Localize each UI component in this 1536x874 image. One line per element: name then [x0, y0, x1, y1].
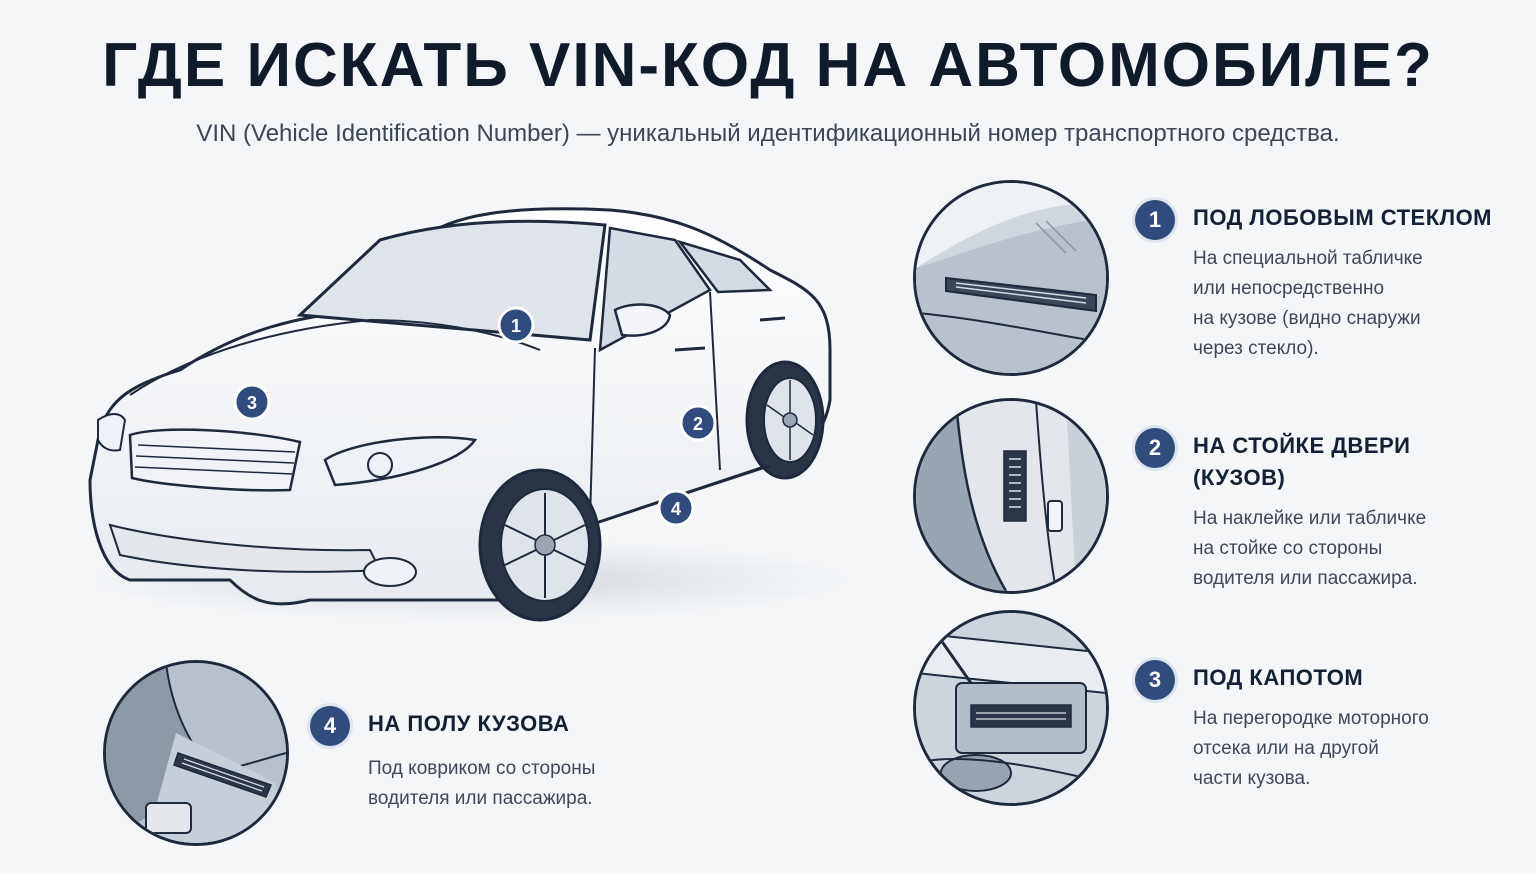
car-marker-3-label: 3 [246, 393, 258, 413]
location-4-desc-line: водителя или пассажира. [368, 788, 593, 809]
car-marker-1[interactable] [499, 308, 533, 342]
location-4-title: НА ПОЛУ КУЗОВА [368, 711, 570, 736]
location-2-title-line: (КУЗОВ) [1193, 465, 1286, 490]
location-4-badge: 4 [310, 706, 350, 746]
engine-bay-plate-closeup [916, 613, 1106, 803]
location-3-description [1193, 704, 1429, 794]
car-marker-2-label: 2 [692, 414, 704, 434]
location-3 [1135, 660, 1515, 800]
zoom-door-pillar [913, 398, 1109, 594]
front-wheel [480, 470, 600, 620]
location-4-description [368, 754, 595, 814]
door-pillar-sticker-closeup [916, 401, 1106, 591]
door-handle-rear [760, 318, 785, 320]
location-3-badge: 3 [1135, 660, 1175, 700]
door-handle-front [675, 348, 705, 350]
car-illustration [70, 180, 860, 630]
car-drawing [70, 180, 860, 630]
location-2 [1135, 428, 1515, 598]
headlight-left [98, 414, 125, 451]
page-subtitle: VIN (Vehicle Identification Number) — уникальный идентификационный номер транспортного средства. [196, 120, 1340, 147]
zoom-floor [103, 660, 289, 846]
location-1-desc-line: через стекло). [1193, 338, 1319, 359]
location-4 [310, 706, 690, 816]
location-1-desc-line: На специальной табличке [1193, 248, 1423, 269]
car-marker-3[interactable] [235, 385, 269, 419]
location-2-desc-line: водителя или пассажира. [1193, 568, 1418, 589]
location-2-description [1193, 504, 1426, 594]
floor-vin-closeup [106, 663, 286, 843]
car-marker-4-label: 4 [670, 499, 682, 519]
location-1-description [1193, 244, 1423, 364]
car-marker-2[interactable] [681, 406, 715, 440]
car-marker-1-label: 1 [510, 316, 522, 336]
page-title: ГДЕ ИСКАТЬ VIN-КОД НА АВТОМОБИЛЕ? [102, 31, 1434, 100]
rear-wheel [747, 362, 823, 478]
location-2-badge: 2 [1135, 428, 1175, 468]
location-4-desc-line: Под ковриком со стороны [368, 758, 596, 779]
location-2-desc-line: на стойке со стороны [1193, 538, 1383, 559]
location-1-desc-line: или непосредственно [1193, 278, 1385, 299]
location-2-title [1193, 430, 1410, 494]
location-2-title-line: НА СТОЙКЕ ДВЕРИ [1193, 433, 1411, 458]
zoom-engine-bay [913, 610, 1109, 806]
location-3-desc-line: части кузова. [1193, 768, 1311, 789]
location-1-title: ПОД ЛОБОВЫМ СТЕКЛОМ [1193, 205, 1493, 230]
location-2-desc-line: На наклейке или табличке [1193, 508, 1427, 529]
windshield-vin-closeup [916, 183, 1106, 373]
car-marker-4[interactable] [659, 491, 693, 525]
location-1-desc-line: на кузове (видно снаружи [1193, 308, 1421, 329]
location-3-title: ПОД КАПОТОМ [1193, 665, 1364, 690]
location-1-badge: 1 [1135, 200, 1175, 240]
fog-light [364, 558, 416, 586]
location-3-desc-line: На перегородке моторного [1193, 708, 1429, 729]
location-3-desc-line: отсека или на другой [1193, 738, 1379, 759]
location-1 [1135, 200, 1515, 370]
zoom-windshield [913, 180, 1109, 376]
